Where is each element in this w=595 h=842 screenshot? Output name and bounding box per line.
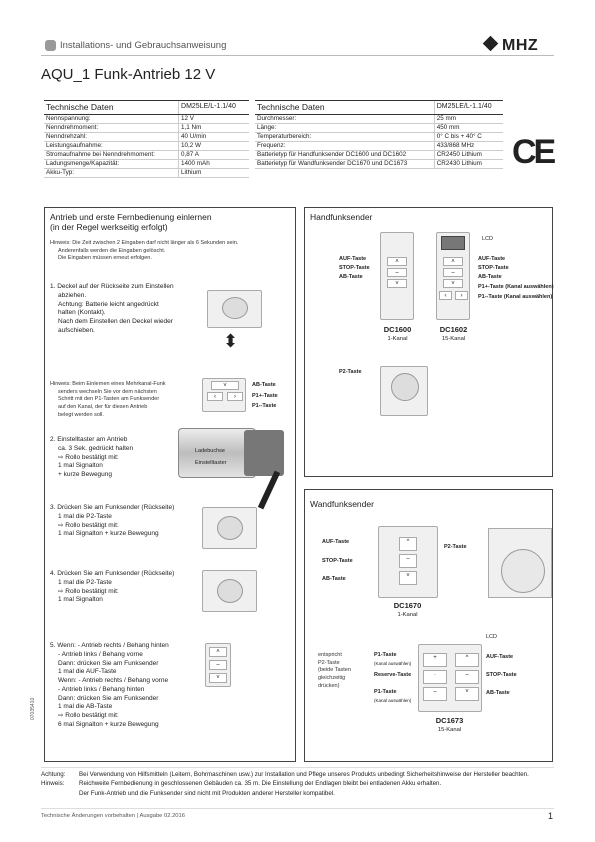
- hint-key-p1plus: P1+-Taste: [252, 393, 278, 399]
- text-line: senders wechseln Sie vor dem nächsten: [58, 388, 157, 395]
- spec-key: Frequenz:: [255, 142, 434, 151]
- dc1670-channels: 1-Kanal: [397, 612, 418, 618]
- wall-back-image: [488, 528, 552, 598]
- spec-value: 10,2 W: [179, 142, 249, 151]
- text-line: 1 mal die P2-Taste: [58, 512, 112, 520]
- text-line: 4. Drücken Sie am Funksender (Rückseite): [50, 570, 175, 577]
- text-line: Wenn: - Antrieb rechts / Behang vorne: [58, 677, 169, 685]
- text-line: drücken): [318, 682, 340, 689]
- dc1602-channels: 15-Kanal: [441, 336, 466, 342]
- dc1602-key-p1plus: P1+-Taste (Kanal auswählen): [478, 284, 554, 290]
- dc1602-image: ˄ – ˅ ‹ ›: [436, 232, 470, 320]
- remote-front-image: ˄ – ˅: [205, 643, 231, 687]
- dc1673-lcd-label: LCD: [486, 634, 498, 640]
- step-4: [50, 570, 174, 605]
- text-line: 5. Wenn: - Antrieb rechts / Behang hinten: [50, 642, 169, 649]
- spec-row: [255, 133, 503, 142]
- step-5: [50, 642, 169, 730]
- dc1600-name: DC1600: [383, 325, 412, 334]
- spec-key: Nennspannung:: [44, 115, 179, 124]
- text-line: 1 mal die P2-Taste: [58, 578, 112, 586]
- text-line: (beide Tasten: [318, 667, 351, 674]
- warnings-divider: [41, 767, 554, 768]
- page-number: 1: [548, 811, 554, 821]
- remote-channel-image: ˅ ‹ ›: [202, 378, 246, 412]
- motor-head: [244, 430, 284, 476]
- text-line: 1 mal Signalton: [58, 462, 103, 470]
- text-line: belegt werden soll.: [58, 411, 104, 418]
- text-line: Hinweis: Beim Einlernen eines Mehrkanal-Funk: [50, 381, 166, 387]
- dc1673-key-stop: STOP-Taste: [486, 672, 517, 678]
- step-2: [50, 436, 133, 480]
- dc1673-image: + · – ^ – ˅: [418, 644, 482, 712]
- doc-type: Installations- und Gebrauchsanweisung: [60, 40, 227, 51]
- spec-table-left: [44, 100, 249, 178]
- spec-row: [44, 124, 249, 133]
- text-line: gleichzeitig: [318, 675, 346, 682]
- spec-key: Nenndrehzahl:: [44, 133, 179, 142]
- lcd-display: [441, 236, 465, 250]
- warning-text: Der Funk-Antrieb und die Funksender sind nicht mit Produkten anderer Hersteller kompatibel.: [79, 789, 335, 797]
- text-line: + kurze Bewegung: [58, 471, 113, 479]
- dc1602-key-up: AUF-Taste: [478, 256, 506, 262]
- text-line: ⇨ Rollo bestätigt mit:: [58, 453, 119, 461]
- spec-key: Batterietyp für Handfunksender DC1600 und DC1602: [255, 151, 434, 160]
- dc1673-key-p1plus: P1-Taste: [374, 652, 397, 658]
- dc1600-channels: 1-Kanal: [387, 336, 408, 342]
- spec-key: Temperaturbereich:: [255, 133, 434, 142]
- warning-key: Hinweis:: [41, 780, 65, 788]
- dc1673-key-down: AB-Taste: [486, 690, 510, 696]
- mhz-logo: MHZ: [485, 36, 538, 56]
- text-line: ca. 3 Sek. gedrückt halten: [58, 444, 134, 452]
- spec-table-right: [255, 100, 503, 169]
- text-line: 1. Deckel auf der Rückseite zum Einstellen: [50, 283, 174, 290]
- dc1670-image: ^ – ˅: [378, 526, 438, 598]
- warning-row: [41, 789, 556, 798]
- text-line: Dann: drücken Sie am Funksender: [58, 659, 159, 667]
- hint-key-p1minus: P1--Taste: [252, 403, 277, 409]
- dc1670-key-stop: STOP-Taste: [322, 558, 353, 564]
- spec-value: CR2450 Lithium: [434, 151, 503, 160]
- spec-row: [44, 115, 249, 124]
- page-title: AQU_1 Funk-Antrieb 12 V: [41, 66, 216, 83]
- spec-key: Nenndrehmoment:: [44, 124, 179, 133]
- spec-value: 450 mm: [434, 124, 503, 133]
- spec-header: [44, 101, 249, 115]
- text-line: ⇨ Rollo bestätigt mit:: [58, 712, 119, 720]
- warning-key: Achtung:: [41, 771, 66, 778]
- text-line: 2. Einstelltaster am Antrieb: [50, 436, 128, 443]
- remote-back-image-p2: [202, 507, 257, 549]
- dc1673-name: DC1673: [435, 716, 464, 725]
- header-divider: [41, 55, 554, 56]
- step-3: [50, 504, 174, 539]
- text-line: - Antrieb links / Behang hinten: [58, 685, 145, 693]
- text-line: 1 mal Signalton + kurze Bewegung: [58, 530, 159, 538]
- warnings: [41, 770, 556, 798]
- text-line: Achtung: Batterie leicht angedrückt: [58, 300, 159, 308]
- doc-code: 07035410: [30, 697, 36, 720]
- text-line: auf den Kanal, der für diesen Antrieb: [58, 404, 148, 411]
- spec-value: 1400 mAh: [179, 160, 249, 169]
- spec-header: [255, 101, 503, 115]
- dc1602-name: DC1602: [439, 325, 468, 334]
- diamond-icon: [483, 36, 499, 52]
- dc1673-key-p1plus-sub: (Kanal auswählen): [374, 661, 412, 666]
- battery-icon: [222, 297, 248, 319]
- text-line: 3. Drücken Sie am Funksender (Rückseite): [50, 504, 175, 511]
- remote-back-image: [207, 290, 262, 328]
- spec-key: Leistungsaufnahme:: [44, 142, 179, 151]
- teach-in-title: Antrieb und erste Fernbedienung einlernen: [50, 212, 212, 222]
- hint-key-ab: AB-Taste: [252, 382, 276, 388]
- spec-key: Batterietyp für Wandfunksender DC1670 und DC1673: [255, 160, 434, 169]
- spec-model: DM25LE/L-1.1/40: [179, 101, 249, 115]
- dc1602-key-down: AB-Taste: [478, 274, 502, 280]
- warning-key: [41, 789, 79, 798]
- warning-text: Reichweite Fernbedienung in geschlossenen Gebäuden ca. 35 m. Die Einstellung der Endlagen bleibt bei entladenen Akku erhalten.: [79, 780, 442, 788]
- dc1670-p2-key: P2-Taste: [444, 544, 467, 550]
- hint-timeout: [50, 240, 238, 263]
- spec-value: CR2430 Lithium: [434, 160, 503, 169]
- spec-key: Akku-Typ:: [44, 169, 179, 178]
- step-1: [50, 283, 174, 336]
- spec-row: [44, 142, 249, 151]
- spec-key: Stromaufnahme bei Nenndrehmoment:: [44, 151, 179, 160]
- spec-row: [44, 169, 249, 178]
- text-line: aufschieben.: [58, 326, 95, 334]
- teach-in-subtitle: (in der Regel werkseitig erfolgt): [50, 222, 168, 232]
- text-line: Dann: drücken Sie am Funksender: [58, 694, 159, 702]
- spec-value: 0° C bis + 40° C: [434, 133, 503, 142]
- spec-row: [255, 115, 503, 124]
- label-charging-socket: Ladebuchse: [195, 448, 225, 454]
- spec-head: Technische Daten: [255, 101, 434, 115]
- dc1602-key-stop: STOP-Taste: [478, 265, 509, 271]
- spec-model: DM25LE/L-1.1/40: [434, 101, 503, 115]
- dc1673-channels: 15-Kanal: [437, 727, 462, 733]
- spec-row: [255, 160, 503, 169]
- dc1600-image: ˄ – ˅: [380, 232, 414, 320]
- text-line: 1 mal die AB-Taste: [58, 703, 113, 711]
- dc1670-key-up: AUF-Taste: [322, 539, 350, 545]
- spec-value: 12 V: [179, 115, 249, 124]
- dc1602-lcd-label: LCD: [482, 236, 494, 242]
- spec-value: 25 mm: [434, 115, 503, 124]
- ce-mark: CE: [512, 133, 554, 171]
- text-line: Die Eingaben müssen erneut erfolgen.: [58, 255, 152, 262]
- spec-value: 1,1 Nm: [179, 124, 249, 133]
- text-line: abziehen.: [58, 291, 87, 299]
- hand-sender-title: Handfunksender: [310, 212, 373, 222]
- text-line: halten (Kontakt).: [58, 309, 106, 317]
- dc1600-key-down: AB-Taste: [339, 274, 363, 280]
- dc1673-key-reserve: Reserve-Taste: [374, 672, 412, 678]
- spec-value: 40 U/min: [179, 133, 249, 142]
- footer-divider: [41, 808, 554, 809]
- hint-multichannel: [50, 381, 166, 419]
- dc1673-key-p1minus-sub: (Kanal auswählen): [374, 698, 412, 703]
- spec-key: Länge:: [255, 124, 434, 133]
- remote-back-image-p2b: [202, 570, 257, 612]
- spec-row: [44, 160, 249, 169]
- dc1602-key-p1minus: P1--Taste (Kanal auswählen): [478, 294, 553, 300]
- spec-row: [44, 151, 249, 160]
- text-line: 1 mal die AUF-Taste: [58, 668, 117, 676]
- hand-p2-key: P2-Taste: [339, 369, 362, 375]
- spec-key: Ladungsmenge/Kapazität:: [44, 160, 179, 169]
- spec-row: [255, 142, 503, 151]
- text-line: ⇨ Rollo bestätigt mit:: [58, 521, 119, 529]
- text-line: - Antrieb links / Behang vorne: [58, 650, 143, 658]
- hand-back-image: [380, 366, 428, 416]
- text-line: Nach dem Einstellen den Deckel wieder: [58, 318, 173, 326]
- spec-row: [44, 133, 249, 142]
- dc1673-p2-note: [318, 652, 351, 690]
- text-line: Hinweis: Die Zeit zwischen 2 Eingaben darf nicht länger als 6 Sekunden sein.: [50, 240, 239, 246]
- spec-row: [255, 124, 503, 133]
- spec-value: 433/868 MHz: [434, 142, 503, 151]
- dc1673-key-up: AUF-Taste: [486, 654, 514, 660]
- text-line: P2-Taste: [318, 659, 340, 666]
- text-line: 6 mal Signalton + kurze Bewegung: [58, 720, 159, 728]
- text-line: 1 mal Signalton: [58, 596, 103, 604]
- spec-row: [255, 151, 503, 160]
- warning-row: [41, 779, 556, 788]
- dc1670-name: DC1670: [393, 601, 422, 610]
- dc1600-key-up: AUF-Taste: [339, 256, 367, 262]
- spec-value: Lithium: [179, 169, 249, 178]
- dc1673-key-p1minus: P1-Taste: [374, 689, 397, 695]
- wall-sender-title: Wandfunksender: [310, 499, 374, 509]
- spec-key: Durchmesser:: [255, 115, 434, 124]
- dc1600-key-stop: STOP-Taste: [339, 265, 370, 271]
- footer-text: Technische Änderungen vorbehalten | Ausgabe 02.2016: [41, 813, 185, 819]
- warning-text: Bei Verwendung von Hilfsmitteln (Leitern, Bohrmaschinen usw.) zur Installation und Pflege unseres Produkts unbedingt Sicherheitshinweise der Hersteller beachten.: [79, 771, 529, 778]
- spec-head: Technische Daten: [44, 101, 179, 115]
- label-setting-button: Einstelltaster: [195, 460, 227, 466]
- updown-arrow-icon: ⬍: [223, 331, 239, 351]
- text-line: Schritt mit den P1-Tasten am Funksender: [58, 396, 160, 403]
- book-icon: [45, 40, 56, 51]
- dc1670-key-down: AB-Taste: [322, 576, 346, 582]
- text-line: entspricht: [318, 652, 342, 658]
- spec-value: 0,87 A: [179, 151, 249, 160]
- text-line: ⇨ Rollo bestätigt mit:: [58, 587, 119, 595]
- warning-row: [41, 770, 556, 779]
- text-line: Anderenfalls werden die Eingaben gelöscht.: [58, 247, 166, 254]
